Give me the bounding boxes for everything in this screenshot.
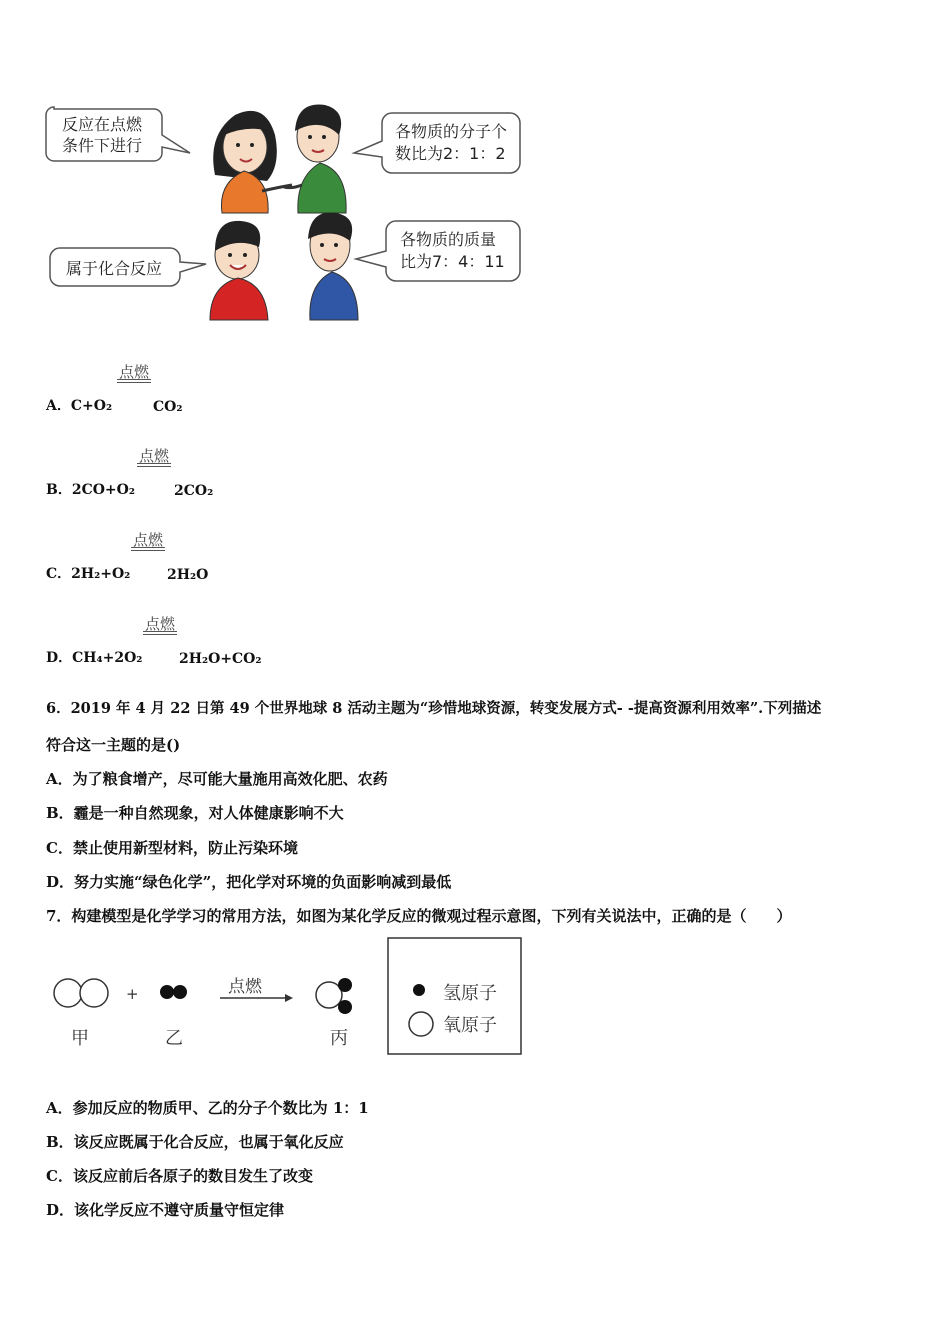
discussion-illustration: [40, 95, 540, 330]
equals-bar-bottom: [117, 382, 151, 383]
reaction-condition: 点燃: [132, 531, 163, 549]
oxygen-atom: [80, 979, 108, 1007]
legend-oxygen-icon: [409, 1012, 433, 1036]
student-boy-figure-3: [308, 213, 358, 320]
q7-option-b: B．该反应既属于化合反应，也属于氧化反应: [46, 1133, 344, 1151]
plus-sign: +: [126, 985, 139, 1003]
option-letter: C．: [46, 566, 72, 582]
equation-reactants: C+O₂: [70, 398, 113, 414]
student-boy-figure-2: [210, 221, 268, 320]
bubble-1-line1: 反应在点燃: [62, 115, 143, 134]
molecule-yi: [160, 985, 187, 999]
label-jia: 甲: [71, 1028, 89, 1049]
equals-bar-top: [137, 463, 171, 464]
equation-products: CO₂: [153, 399, 183, 415]
equation-reactants: CH₄+2O₂: [72, 650, 143, 666]
speech-bubble-2: [354, 113, 520, 173]
equals-bar-bottom: [131, 550, 165, 551]
q5-option-c: [46, 523, 446, 583]
q5-option-b: [46, 439, 446, 499]
label-yi: 乙: [165, 1028, 183, 1049]
reaction-arrow-head: [285, 994, 293, 1002]
equals-bar-top: [117, 379, 151, 380]
equals-bar-top: [131, 547, 165, 548]
molecule-jia: [54, 979, 108, 1007]
bubble-4-line2: 比为7：4：11: [400, 252, 505, 271]
hydrogen-atom: [160, 985, 174, 999]
student-girl-figure: [213, 111, 292, 213]
reaction-micro-diagram: [45, 935, 535, 1060]
q6-stem-line2: 符合这一主题的是(): [46, 736, 181, 754]
q7-stem: 7．构建模型是化学学习的常用方法，如图为某化学反应的微观过程示意图，下列有关说法中，正确的是（ ）: [46, 907, 792, 925]
reaction-condition: 点燃: [138, 447, 169, 465]
bubble-2-line1: 各物质的分子个: [395, 122, 508, 141]
option-letter: D．: [46, 650, 73, 666]
student-boy-figure-1: [284, 105, 346, 213]
equation-reactants: 2CO+O₂: [71, 482, 135, 498]
q7-option-c: C．该反应前后各原子的数目发生了改变: [46, 1167, 313, 1185]
equals-bar-bottom: [143, 634, 177, 635]
legend-hydrogen-icon: [413, 984, 425, 996]
hydrogen-atom: [338, 1000, 352, 1014]
q6-option-a: A．为了粮食增产，尽可能大量施用高效化肥、农药: [46, 770, 388, 788]
bubble-4-line1: 各物质的质量: [400, 230, 497, 249]
label-bing: 丙: [330, 1028, 348, 1049]
legend-oxygen-label: 氧原子: [443, 1015, 497, 1036]
bubble-3-line1: 属于化合反应: [66, 259, 163, 278]
q7-option-a: A．参加反应的物质甲、乙的分子个数比为 1：1: [46, 1099, 369, 1117]
reaction-condition: 点燃: [118, 363, 149, 381]
equals-bar-bottom: [137, 466, 171, 467]
hydrogen-atom: [173, 985, 187, 999]
q6-option-d: D．努力实施“绿色化学”，把化学对环境的负面影响减到最低: [46, 873, 452, 891]
arrow-condition: 点燃: [228, 977, 262, 997]
molecule-bing: [316, 978, 352, 1014]
equation-products: 2H₂O+CO₂: [179, 651, 262, 667]
equals-bar-top: [143, 631, 177, 632]
reaction-condition: 点燃: [144, 615, 175, 633]
speech-bubble-1: [46, 107, 190, 161]
q5-option-d: [46, 607, 446, 667]
option-letter: B．: [46, 482, 72, 498]
q7-option-d: D．该化学反应不遵守质量守恒定律: [46, 1201, 285, 1219]
legend-hydrogen-label: 氢原子: [443, 983, 497, 1004]
speech-bubble-4: [356, 221, 520, 281]
bubble-1-line2: 条件下进行: [62, 136, 143, 155]
q5-option-a: [46, 355, 446, 415]
option-letter: A．: [46, 398, 71, 414]
hydrogen-atom: [338, 978, 352, 992]
oxygen-atom: [54, 979, 82, 1007]
equation-products: 2CO₂: [174, 483, 214, 499]
bubble-2-line2: 数比为2：1：2: [395, 144, 506, 163]
q6-option-c: C．禁止使用新型材料，防止污染环境: [46, 839, 298, 857]
q6-option-b: B．霾是一种自然现象，对人体健康影响不大: [46, 804, 344, 822]
q6-stem-line1: 6．2019 年 4 月 22 日第 49 个世界地球 8 活动主题为“珍惜地球资源，转变发展方式- -提高资源利用效率”.下列描述: [46, 700, 822, 717]
speech-bubble-3: [50, 248, 206, 286]
equation-reactants: 2H₂+O₂: [71, 566, 131, 582]
equation-products: 2H₂O: [167, 567, 209, 583]
